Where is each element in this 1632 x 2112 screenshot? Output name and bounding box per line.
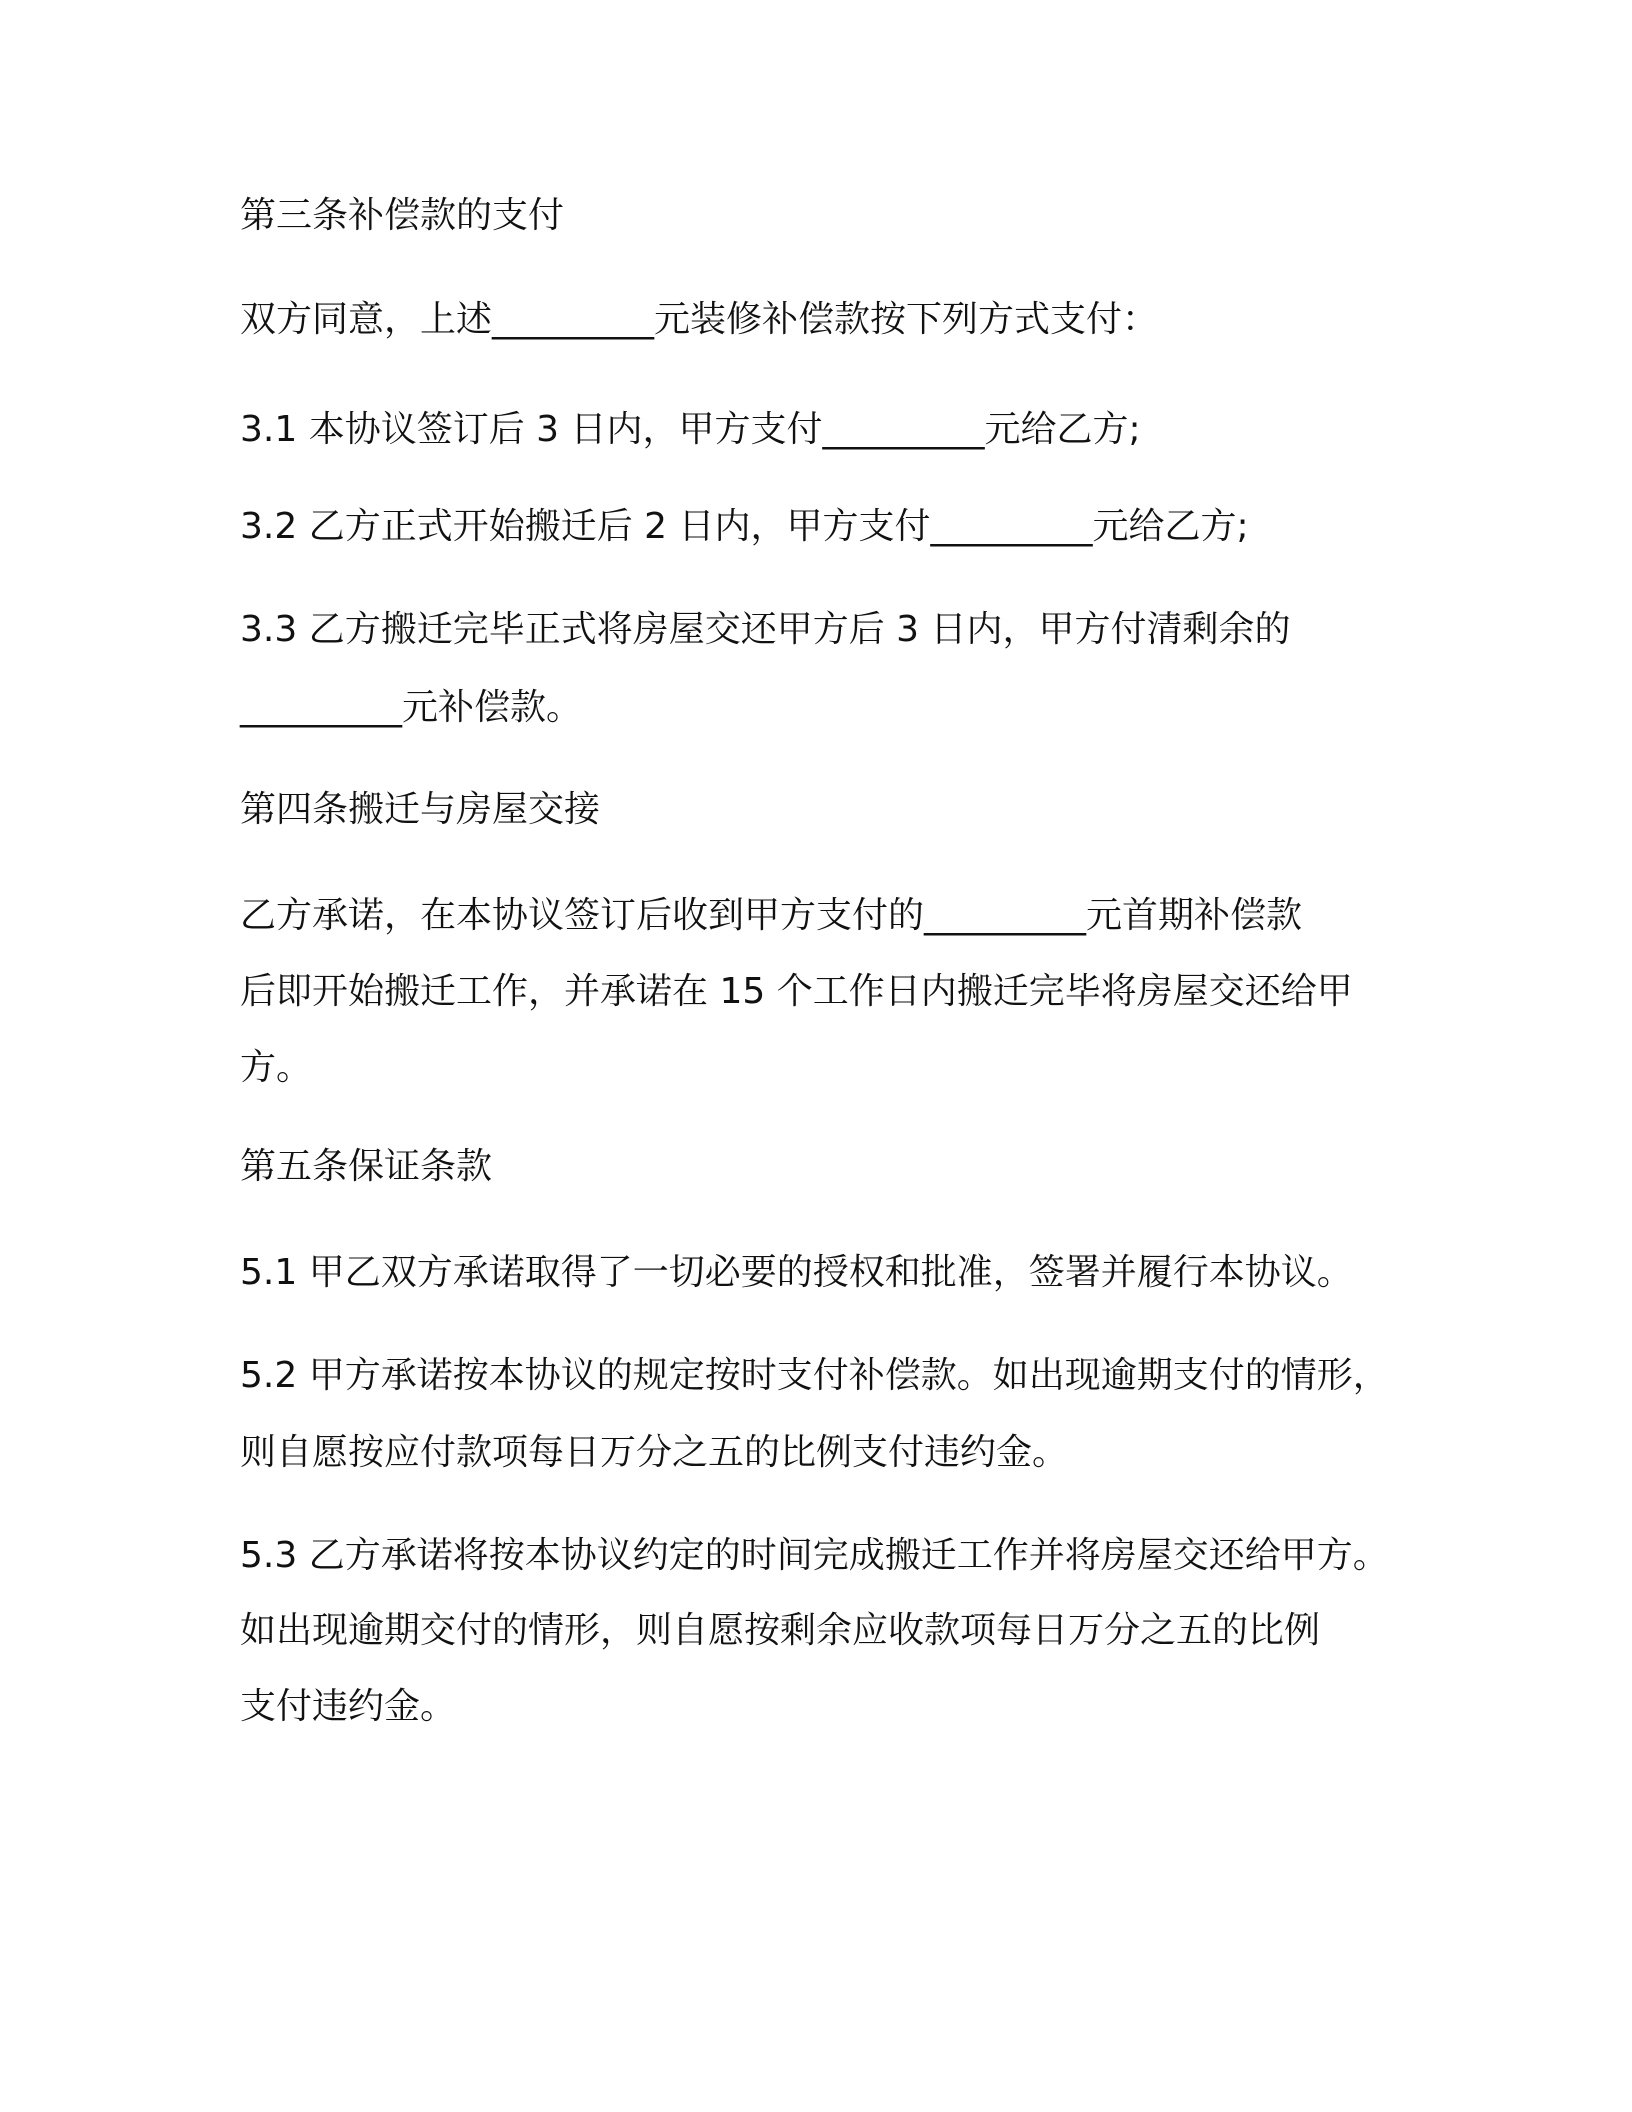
clause-5-1: 5.1 甲乙双方承诺取得了一切必要的授权和批准，签署并履行本协议。 [240, 1252, 1353, 1293]
clause-3-3-continued: _________元补偿款。 [240, 687, 583, 728]
paragraph-line: 乙方承诺，在本协议签订后收到甲方支付的_________元首期补偿款 [240, 895, 1303, 936]
clause-3-1: 3.1 本协议签订后 3 日内，甲方支付_________元给乙方; [240, 409, 1141, 450]
heading-article-3: 第三条补偿款的支付 [240, 195, 565, 236]
clause-3-3: 3.3 乙方搬迁完毕正式将房屋交还甲方后 3 日内，甲方付清剩余的 [240, 609, 1291, 650]
clause-5-2: 5.2 甲方承诺按本协议的规定按时支付补偿款。如出现逾期支付的情形， [240, 1355, 1389, 1396]
paragraph-line: 方。 [240, 1047, 313, 1088]
clause-3-2: 3.2 乙方正式开始搬迁后 2 日内，甲方支付_________元给乙方; [240, 506, 1249, 547]
clause-5-3: 5.3 乙方承诺将按本协议约定的时间完成搬迁工作并将房屋交还给甲方。 [240, 1535, 1389, 1576]
clause-5-3-continued: 支付违约金。 [240, 1686, 457, 1727]
heading-article-4: 第四条搬迁与房屋交接 [240, 789, 601, 830]
paragraph-line: 后即开始搬迁工作，并承诺在 15 个工作日内搬迁完毕将房屋交还给甲 [240, 971, 1353, 1012]
paragraph-line: 双方同意，上述_________元装修补偿款按下列方式支付： [240, 299, 1159, 340]
clause-5-3-continued: 如出现逾期交付的情形，则自愿按剩余应收款项每日万分之五的比例 [240, 1610, 1321, 1651]
clause-5-2-continued: 则自愿按应付款项每日万分之五的比例支付违约金。 [240, 1432, 1069, 1473]
heading-article-5: 第五条保证条款 [240, 1146, 493, 1187]
